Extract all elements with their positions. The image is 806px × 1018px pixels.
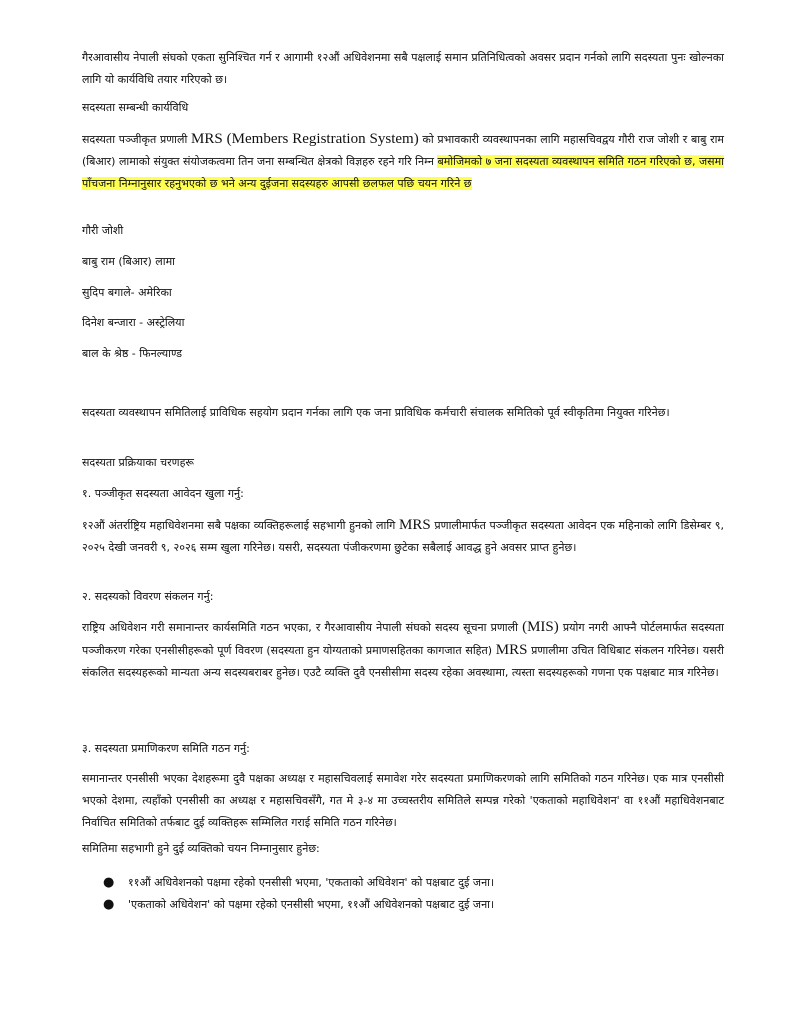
list-item (82, 872, 724, 894)
mrs-label: MRS (495, 642, 528, 658)
step1-text-end: प्रणालीमार्फत पञ्जीकृत सदस्यता आवेदन एक महिनाको लागि डिसेम्बर ९, २०२५ देखी जनवरी ९, २०२६ सम्म खुला गरिनेछ। यसरी, सदस्यता पंजीकरणमा छुटेका सबैलाई आवद्ध हुने अवसर प्राप्त हुनेछ। (82, 519, 724, 554)
step2-text-mid: प्रयोग नगरी आफ्नै पोर्टलमार्फत सदस्यता पञ्जीकरण गरेका एनसीसीहरूको पूर्ण विवरण (सदस्यता हुन योग्यताको प्रमाणसहितका कागजात सहित) (82, 621, 724, 657)
member-item: बाल के श्रेष्ठ - फिनल्याण्ड (82, 347, 183, 360)
steps-heading: सदस्यता प्रक्रियाका चरणहरू (82, 456, 194, 469)
step1-title: १. पञ्जीकृत सदस्यता आवेदन खुला गर्नु: (82, 487, 244, 500)
list-item-text: ११औं अधिवेशनको पक्षमा रहेको एनसीसी भएमा, 'एकताको अधिवेशन' को पक्षबाट दुई जना। (128, 876, 495, 889)
bullet-icon: ● (103, 897, 115, 912)
committee-text-mid: को प्रभावकारी व्यवस्थापनका लागि महासचिवद्वय गौरी राज जोशी र बाबु राम (बिआर) लामाको संयुक्त संयोजकत्वमा तिन जना सम्बन्धित क्षेत्रको विज्ञहरु रहने गरि निम्न (82, 133, 724, 168)
member-item: दिनेश बन्जारा - अस्ट्रेलिया (82, 316, 185, 329)
step1-paragraph (82, 514, 724, 559)
bullet-icon: ● (103, 875, 115, 890)
step2-paragraph (82, 616, 724, 684)
committee-text-start: सदस्यता पञ्जीकृत प्रणाली (82, 133, 192, 146)
list-item (82, 894, 724, 916)
mrs-label: MRS (399, 517, 431, 533)
step3-title: ३. सदस्यता प्रमाणिकरण समिति गठन गर्नु: (82, 742, 250, 755)
selection-intro: समितिमा सहभागी हुने दुई व्यक्तिको चयन निम्नानुसार हुनेछ: (82, 842, 320, 855)
member-item: गौरी जोशी (82, 224, 124, 237)
procedure-heading: सदस्यता सम्बन्धी कार्यविधि (82, 101, 189, 114)
step2-text-start: राष्ट्रिय अधिवेशन गरी समानान्तर कार्यसमिति गठन भएका, र गैरआवासीय नेपाली संघको सदस्य सूचना प्रणाली (82, 621, 523, 634)
mrs-full-name: MRS (Members Registration System) (191, 131, 419, 147)
step3-paragraph: समानान्तर एनसीसी भएका देशहरूमा दुवै पक्षका अध्यक्ष र महासचिवलाई समावेश गरेर सदस्यता प्रमाणिकरणको लागि समितिको गठन गरिनेछ। एक मात्र एनसीसी भएको देशमा, त्यहाँको एनसीसी का अध्यक्ष र महासचिवसँगै, गत मे ३-४ मा उच्चस्तरीय समितिले सम्पन्न गरेको 'एकताको महाधिवेशन' वा ११औं महाधिवेशनबाट निर्वाचित समितिको तर्फबाट दुई व्यक्तिहरू सम्मिलित गराई समिति गठन गरिनेछ। (82, 772, 724, 829)
intro-paragraph: गैरआवासीय नेपाली संघको एकता सुनिश्चित गर्न र आगामी १२औं अधिवेशनमा सबै पक्षलाई समान प्रतिनिधित्वको अवसर प्रदान गर्नको लागि सदस्यता पुनः खोल्नका लागि यो कार्यविधि तयार गरिएको छ। (82, 51, 724, 86)
member-item: सुदिप बगाले- अमेरिका (82, 286, 172, 299)
step2-title: २. सदस्यको विवरण संकलन गर्नु: (82, 590, 214, 603)
mis-label: (MIS) (522, 619, 559, 635)
list-item-text: 'एकताको अधिवेशन' को पक्षमा रहेको एनसीसी भएमा, ११औं अधिवेशनको पक्षबाट दुई जना। (128, 898, 495, 911)
step1-text-start: १२औं अंतर्राष्ट्रिय महाधिवेशनमा सबै पक्षका व्यक्तिहरूलाई सहभागी हुनको लागि (82, 519, 400, 532)
member-item: बाबु राम (बिआर) लामा (82, 255, 176, 268)
highlighted-text: बमोजिमको ७ जना सदस्यता व्यवस्थापन समिति गठन गरिएको छ, जसमा पाँचजना निम्नानुसार रहनुभएको छ भने अन्य दुईजना सदस्यहरु आपसी छलफल पछि चयन गरिने छ (82, 155, 724, 190)
selection-list (82, 872, 724, 916)
committee-paragraph (82, 128, 724, 195)
tech-staff-paragraph: सदस्यता व्यवस्थापन समितिलाई प्राविधिक सहयोग प्रदान गर्नका लागि एक जना प्राविधिक कर्मचारी संचालक समितिको पूर्व स्वीकृतिमा नियुक्त गरिनेछ। (82, 406, 670, 419)
step2-text-end: प्रणालीमा उचित विधिबाट संकलन गरिनेछ। यसरी संकलित सदस्यहरूको मान्यता अन्य सदस्यबराबर हुनेछ। एउटै व्यक्ति दुवै एनसीसीमा सदस्य रहेका अवस्थामा, त्यस्ता सदस्यहरूको गणना एक पक्षबाट मात्र गरिनेछ। (82, 644, 725, 679)
